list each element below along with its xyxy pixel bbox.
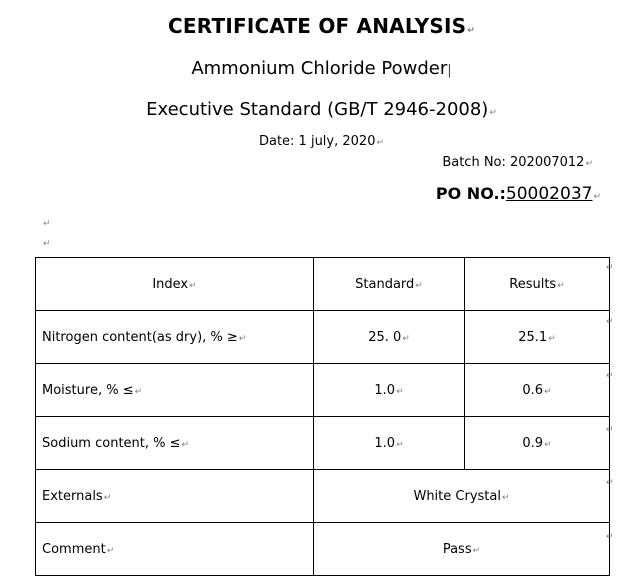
paragraph-mark: ↵ xyxy=(43,239,51,249)
batch-number: Batch No: 202007012↵ xyxy=(442,155,593,170)
result-cell: 0.6↵ xyxy=(465,364,610,417)
index-cell: Nitrogen content(as dry), % ≥↵ xyxy=(36,311,314,364)
comment-value-cell: Pass↵ xyxy=(314,523,610,576)
row-end-mark: ↵ xyxy=(606,532,614,542)
table-row xyxy=(36,417,610,470)
analysis-table xyxy=(35,257,610,576)
executive-standard: Executive Standard (GB/T 2946-2008)↵ xyxy=(146,99,497,120)
standard-cell: 25. 0↵ xyxy=(314,311,465,364)
standard-cell: 1.0↵ xyxy=(314,417,465,470)
index-cell: Moisture, % ≤↵ xyxy=(36,364,314,417)
table-row xyxy=(36,364,610,417)
table-row-externals xyxy=(36,470,610,523)
column-header-results: Results↵ xyxy=(465,258,610,311)
table-row xyxy=(36,311,610,364)
po-number: PO NO.:50002037↵ xyxy=(435,184,601,204)
column-header-standard: Standard↵ xyxy=(314,258,465,311)
row-end-mark: ↵ xyxy=(606,425,614,435)
row-end-mark: ↵ xyxy=(606,317,614,327)
certificate-date: Date: 1 july, 2020↵ xyxy=(258,134,385,149)
result-cell: 25.1↵ xyxy=(465,311,610,364)
row-end-mark: ↵ xyxy=(606,263,614,273)
paragraph-mark: ↵ xyxy=(43,219,51,229)
comment-label-cell: Comment↵ xyxy=(36,523,314,576)
column-header-index: Index↵ xyxy=(36,258,314,311)
index-cell: Sodium content, % ≤↵ xyxy=(36,417,314,470)
externals-label-cell: Externals↵ xyxy=(36,470,314,523)
externals-value-cell: White Crystal↵ xyxy=(314,470,610,523)
table-row-comment xyxy=(36,523,610,576)
row-end-mark: ↵ xyxy=(606,478,614,488)
standard-cell: 1.0↵ xyxy=(314,364,465,417)
table-header-row xyxy=(36,258,610,311)
product-name: Ammonium Chloride Powder| xyxy=(191,58,452,79)
row-end-mark: ↵ xyxy=(606,371,614,381)
document-title: CERTIFICATE OF ANALYSIS↵ xyxy=(168,14,475,38)
result-cell: 0.9↵ xyxy=(465,417,610,470)
